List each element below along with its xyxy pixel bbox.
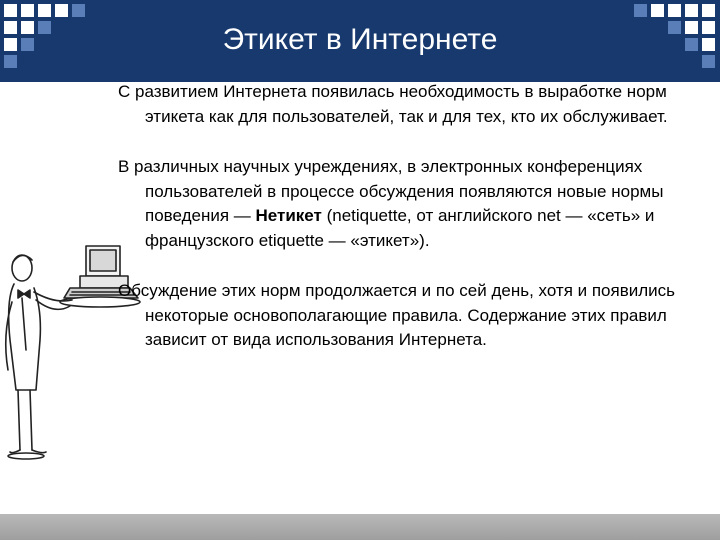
paragraph-2-before: В различных научных учреждениях, в электронных конференциях пользователей в процессе обсуждения появляются новые нормы поведения —: [118, 157, 664, 225]
decor-square: [668, 4, 681, 17]
decor-square: [21, 38, 34, 51]
decor-square: [702, 55, 715, 68]
decor-square: [685, 38, 698, 51]
slide-body: [118, 80, 688, 379]
slide-footer: [0, 514, 720, 540]
decor-square: [21, 4, 34, 17]
decor-square: [702, 4, 715, 17]
slide-title: Этикет в Интернете: [222, 23, 498, 56]
decor-square: [4, 21, 17, 34]
decor-square: [685, 4, 698, 17]
decor-square: [4, 38, 17, 51]
paragraph-2-after: (netiquette, от английского net — «сеть» и французского etiquette — «этикет»).: [145, 206, 655, 250]
decor-square: [72, 4, 85, 17]
decor-square: [55, 4, 68, 17]
decor-square: [634, 4, 647, 17]
decor-square: [38, 21, 51, 34]
netiquette-term: Нетикет: [255, 206, 322, 225]
paragraph-1: С развитием Интернета появилась необходимость в выработке норм этикета как для пользователей, так и для тех, кто их обслуживает.: [118, 82, 668, 126]
decor-square: [702, 21, 715, 34]
decor-square: [4, 55, 17, 68]
decor-square: [668, 21, 681, 34]
decor-square: [651, 4, 664, 17]
decor-square: [702, 38, 715, 51]
decor-square: [21, 21, 34, 34]
decor-square: [4, 4, 17, 17]
decor-square: [685, 21, 698, 34]
paragraph-3: Обсуждение этих норм продолжается и по сей день, хотя и появились некоторые основополагающие правила. Содержание этих правил зависит от вида использования Интернета.: [118, 281, 676, 349]
decor-square: [38, 4, 51, 17]
slide-header: [0, 0, 720, 82]
paragraph-2: [118, 155, 688, 253]
